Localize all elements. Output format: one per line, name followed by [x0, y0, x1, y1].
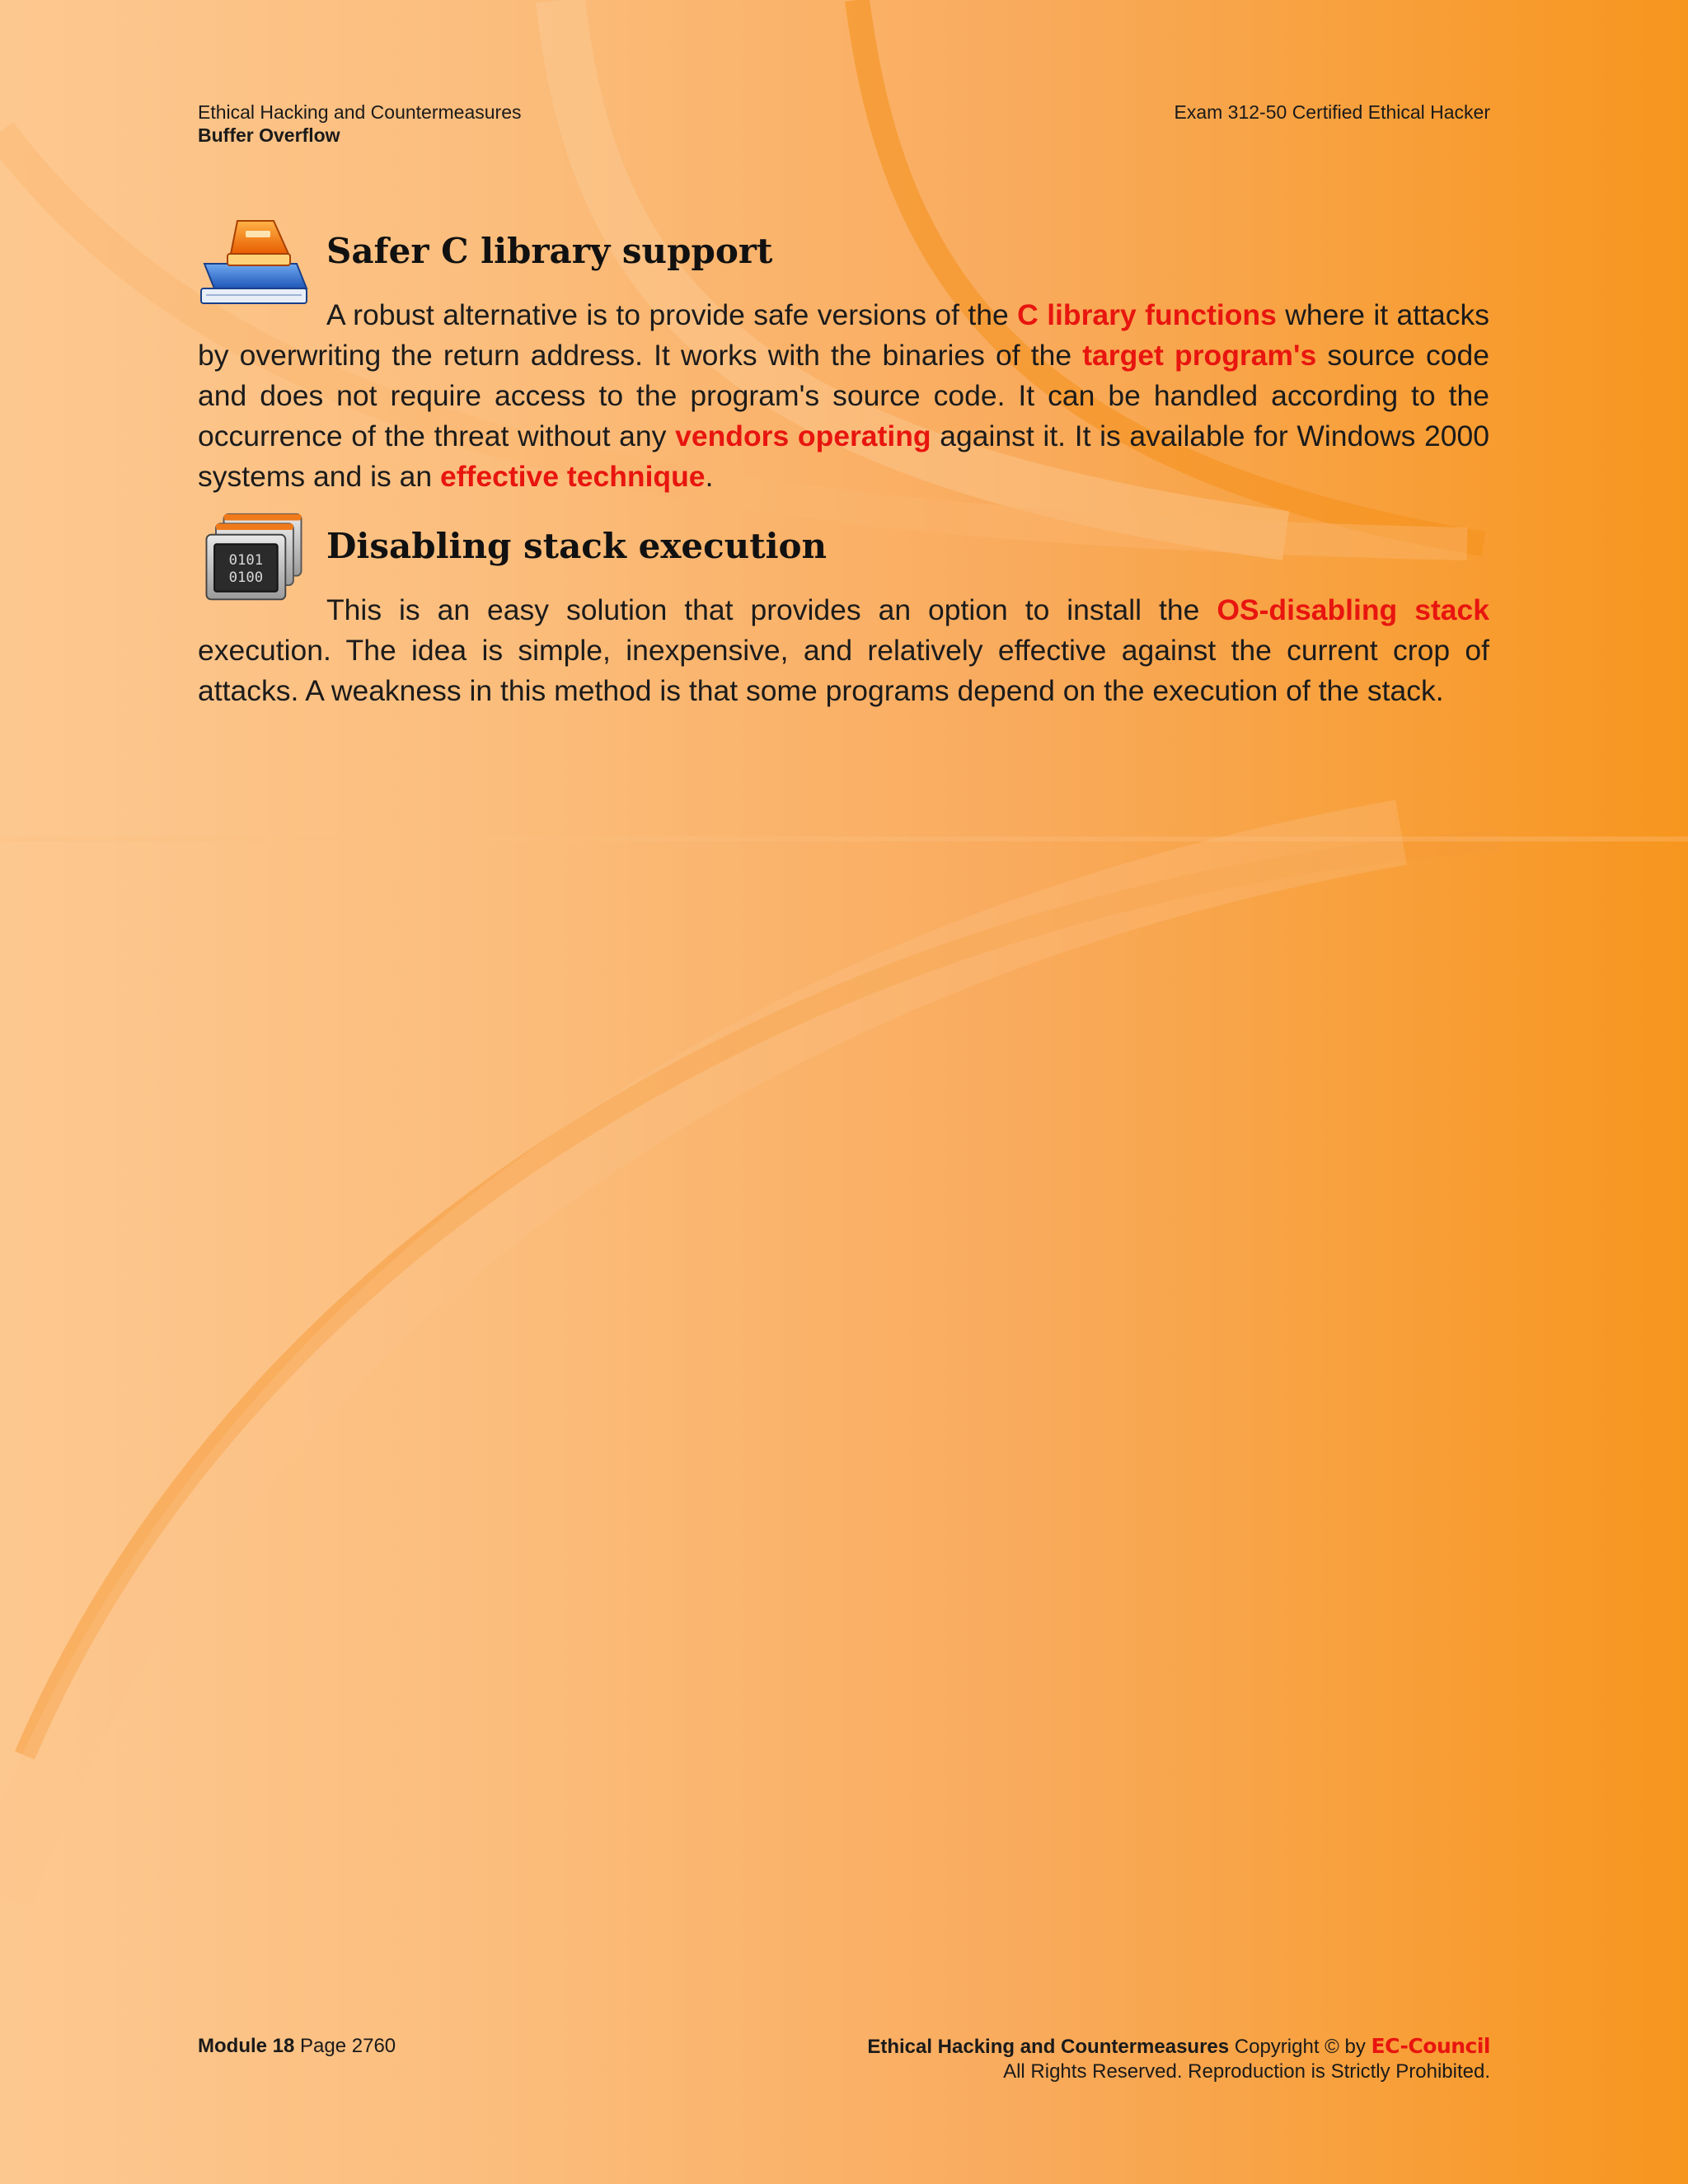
- paragraph-text: execution. The idea is simple, inexpensive, and relatively effective against the current crop of attacks. A weakness in this method is that some programs depend on the execution of the stack.: [198, 634, 1489, 707]
- paragraph-text: where it attacks by overwriting the return address. It works with the binaries of the: [198, 298, 1489, 372]
- svg-text:0101: 0101: [228, 552, 264, 569]
- copyright-text: Copyright © by: [1234, 2036, 1366, 2058]
- page-number: Page 2760: [300, 2035, 396, 2057]
- rights-notice: All Rights Reserved. Reproduction is Strictly Prohibited.: [1003, 2060, 1490, 2083]
- copyright-course: Ethical Hacking and Countermeasures: [867, 2036, 1230, 2058]
- highlighted-term: OS-disabling stack: [1217, 593, 1489, 626]
- course-title: Ethical Hacking and Countermeasures: [198, 101, 522, 123]
- page-footer-right: [867, 2034, 1490, 2084]
- page-footer-left: [198, 2034, 396, 2059]
- section-disabling-stack: [198, 511, 1489, 758]
- paragraph-text: A robust alternative is to provide safe versions of the: [326, 298, 1018, 331]
- highlighted-term: target program's: [1082, 339, 1317, 372]
- paragraph-text: .: [705, 460, 714, 493]
- ec-council-logo: EC-Council: [1371, 2034, 1490, 2058]
- running-header-left: [198, 101, 521, 147]
- highlighted-term: vendors operating: [675, 419, 931, 452]
- module-name: Buffer Overflow: [198, 124, 340, 146]
- highlighted-term: C library functions: [1017, 298, 1277, 331]
- book-stack-icon: [198, 213, 309, 307]
- svg-text:0100: 0100: [228, 569, 264, 587]
- paragraph-text: source code and does not require access to the program's source code. It can be handled according to the occurrence of the threat without any: [198, 339, 1489, 452]
- exam-title: Exam 312-50 Certified Ethical Hacker: [1174, 101, 1490, 123]
- section-title: Safer C library support: [326, 231, 773, 271]
- section-paragraph: [198, 295, 1489, 497]
- paragraph-text: This is an easy solution that provides an option to install the: [326, 593, 1217, 626]
- section-safer-c-library: [198, 213, 1489, 493]
- module-label: Module 18: [198, 2035, 295, 2057]
- paragraph-text: against it. It is available for Windows 2000 systems and is an: [198, 419, 1489, 493]
- section-paragraph: [198, 590, 1489, 711]
- section-title: Disabling stack execution: [326, 526, 828, 566]
- highlighted-term: effective technique: [439, 460, 706, 493]
